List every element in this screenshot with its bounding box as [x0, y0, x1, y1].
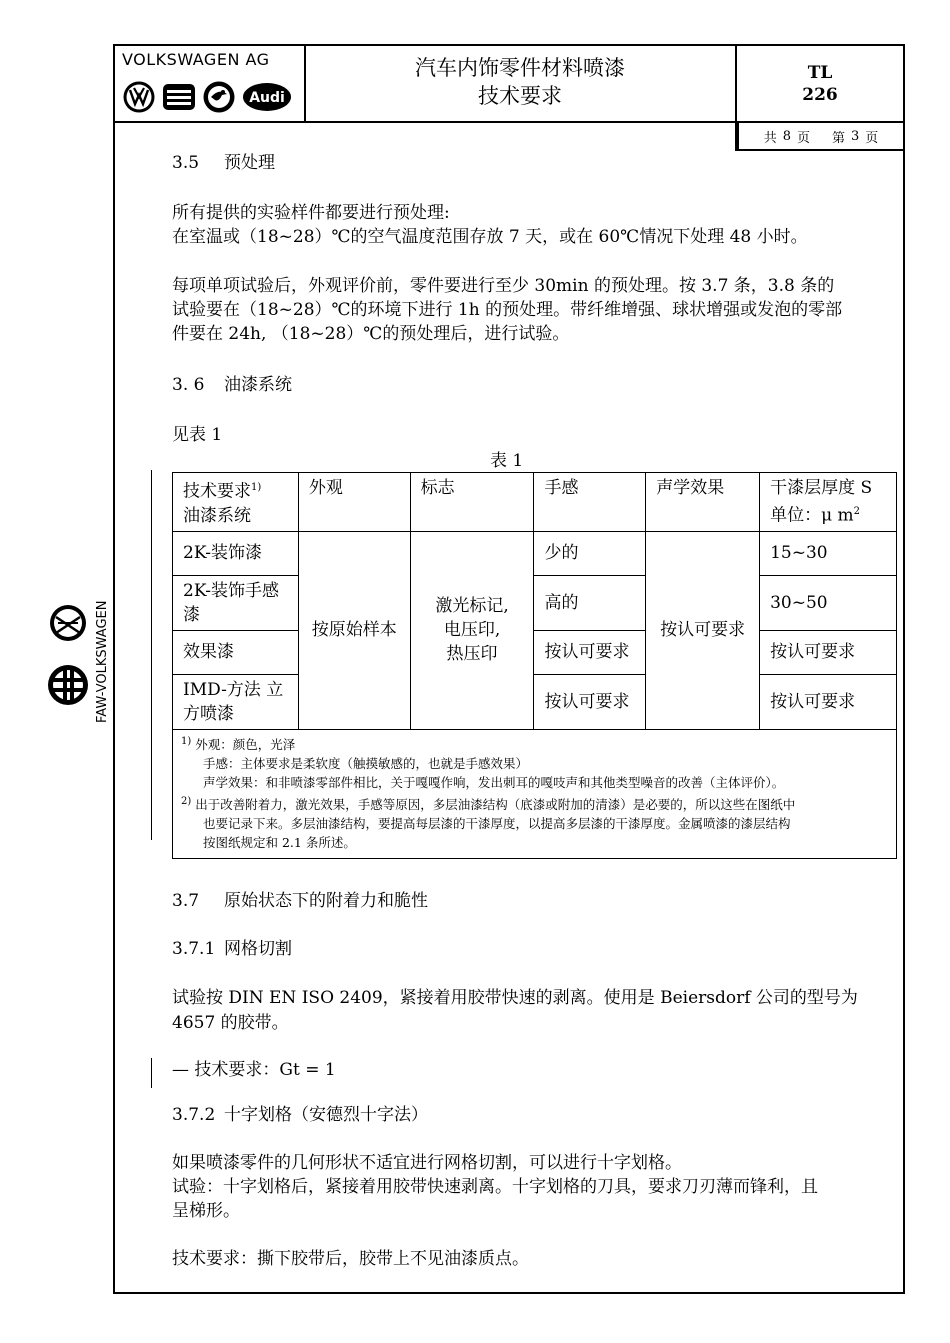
- doc-number: 226: [802, 85, 838, 105]
- footnote-marker: 2): [181, 795, 192, 807]
- marking-cell: [410, 531, 534, 729]
- note-line: 外观：颜色，光泽: [195, 736, 296, 752]
- feel-cell: 少的: [534, 531, 646, 575]
- paragraph-line: 所有提供的实验样件都要进行预处理:: [172, 203, 450, 223]
- feel-cell: 按认可要求: [534, 630, 646, 674]
- table-notes-row: [173, 729, 897, 858]
- table-header-row: [173, 473, 897, 532]
- section-number: 3. 6: [172, 375, 205, 395]
- appearance-cell: 按原始样本: [298, 531, 410, 729]
- header-text: 单位：μ m: [770, 505, 854, 526]
- seat-logo-icon: [162, 82, 196, 112]
- header-text: 技术要求: [183, 481, 251, 502]
- page-total-suffix: 页: [796, 130, 810, 146]
- section-number: 3.7: [172, 891, 200, 911]
- section-3-7-heading: [172, 888, 428, 914]
- revision-bar: [151, 1058, 152, 1088]
- acoustic-cell: 按认可要求: [646, 531, 760, 729]
- feel-cell: 按认可要求: [534, 674, 646, 729]
- paragraph-line: 试验按 DIN EN ISO 2409，紧接着用胶带快速的剥离。使用是 Beiersdorf 公司的型号为: [172, 988, 858, 1008]
- table-reference: 见表 1: [172, 425, 223, 445]
- feel-cell: 高的: [534, 575, 646, 630]
- thickness-cell: 30~50: [760, 575, 897, 630]
- header-cell: 声学效果: [646, 473, 760, 532]
- header-cell: 手感: [534, 473, 646, 532]
- header-text: 油漆系统: [183, 505, 251, 526]
- note-line: 声学效果：和非喷漆零部件相比，关于嘎嘎作响，发出刺耳的嘎吱声和其他类型噪音的改善（主体评价）。: [203, 774, 785, 790]
- thickness-cell: 按认可要求: [760, 630, 897, 674]
- thickness-cell: 15~30: [760, 531, 897, 575]
- header-text: 干漆层厚度 S: [770, 478, 873, 498]
- system-text: 2K-装饰手感漆: [183, 580, 280, 625]
- header-cell: 外观: [298, 473, 410, 532]
- note-line: 按图纸规定和 2.1 条所述。: [203, 834, 356, 850]
- section-title: 油漆系统: [224, 375, 292, 395]
- header-cell: [760, 473, 897, 532]
- page-total-prefix: 共: [763, 130, 777, 146]
- section-3-6-heading: [172, 372, 292, 398]
- page-current-prefix: 第: [832, 130, 846, 146]
- section-title: 原始状态下的附着力和脆性: [224, 891, 428, 911]
- section-title: 预处理: [224, 153, 275, 173]
- title-line-1: 汽车内饰零件材料喷漆: [415, 56, 625, 80]
- audi-logo-icon: [242, 82, 292, 112]
- table-caption: 表 1: [490, 451, 524, 471]
- paragraph-line: 在室温或（18~28）℃的空气温度范围存放 7 天，或在 60℃情况下处理 48 小时。: [172, 227, 808, 247]
- revision-bar: [151, 470, 152, 840]
- page-indicator: [737, 123, 905, 151]
- svg-text:Audi: Audi: [249, 90, 285, 106]
- brand-logos: [122, 80, 292, 114]
- section-number: 3.7.1: [172, 939, 216, 959]
- paragraph-line: 试验：十字划格后，紧接着用胶带快速剥离。十字划格的刀具，要求刀刃薄而锋利，且: [172, 1177, 818, 1197]
- paragraph-line: 件要在 24h, （18~28）℃的预处理后，进行试验。: [172, 324, 570, 344]
- marking-text: 激光标记,: [435, 596, 509, 617]
- note-line: 也要记录下来。多层油漆结构，要提高每层漆的干漆厚度，以提高多层漆的干漆厚度。金属喷漆的漆层结构: [203, 815, 791, 831]
- page-total: 8: [782, 128, 791, 144]
- document-title: [305, 54, 735, 110]
- thickness-cell: 按认可要求: [760, 674, 897, 729]
- marking-text: 电压印,: [443, 620, 501, 641]
- title-line-2: 技术要求: [478, 84, 562, 108]
- section-3-7-1-heading: [172, 936, 292, 962]
- marking-text: 热压印: [446, 644, 498, 665]
- page-current: 3: [851, 128, 860, 144]
- table-row: [173, 674, 897, 729]
- section-number: 3.7.2: [172, 1105, 216, 1125]
- paragraph-line: 试验要在（18~28）℃的环境下进行 1h 的预处理。带纤维增强、球状增强或发泡的零部: [172, 300, 843, 320]
- system-cell: IMD-方法 立方喷漆: [173, 674, 299, 729]
- table-row: [173, 630, 897, 674]
- system-cell: 效果漆: [173, 630, 299, 674]
- system-cell: 2K-装饰漆: [173, 531, 299, 575]
- note-line: 出于改善附着力，激光效果，手感等原因，多层油漆结构（底漆或附加的清漆）是必要的，所以这些在图纸中: [195, 796, 796, 812]
- section-3-7-2-heading: [172, 1102, 428, 1128]
- paragraph-line: 每项单项试验后，外观评价前，零件要进行至少 30min 的预处理。按 3.7 条，3.8 条的: [172, 276, 835, 296]
- footnote-marker: 1): [251, 482, 262, 493]
- paragraph-line: 如果喷漆零件的几何形状不适宜进行网格切割，可以进行十字划格。: [172, 1153, 682, 1173]
- paint-system-table: [172, 472, 897, 859]
- section-title: 网格切割: [224, 939, 292, 959]
- company-name: VOLKSWAGEN AG: [122, 50, 270, 69]
- unit-superscript: 2: [853, 506, 861, 517]
- table-notes: [173, 729, 897, 858]
- section-title: 十字划格（安德烈十字法）: [224, 1105, 428, 1125]
- header-cell: [173, 473, 299, 532]
- faw-volkswagen-logo-icon: [48, 595, 138, 735]
- skoda-logo-icon: [202, 80, 236, 114]
- header-cell: 标志: [410, 473, 534, 532]
- table-row: [173, 531, 897, 575]
- section-number: 3.5: [172, 153, 200, 173]
- doc-code: TL: [807, 63, 833, 83]
- paragraph-line: 4657 的胶带。: [172, 1013, 289, 1033]
- document-code: [737, 62, 903, 106]
- volkswagen-logo-icon: [122, 80, 156, 114]
- faw-volkswagen-text: FAW-VOLKSWAGEN: [95, 600, 110, 723]
- table-row: [173, 575, 897, 630]
- note-line: 手感：主体要求是柔软度（触摸敏感的，也就是手感效果）: [203, 755, 529, 771]
- footnote-marker: 1): [181, 735, 192, 747]
- page-current-suffix: 页: [865, 130, 879, 146]
- faw-volkswagen-logo: [48, 595, 138, 735]
- requirement-line: — 技术要求：Gt = 1: [172, 1060, 336, 1080]
- section-3-5-heading: [172, 150, 275, 176]
- paragraph-line: 呈梯形。: [172, 1201, 240, 1221]
- system-cell: [173, 575, 299, 630]
- requirement-line: 技术要求：撕下胶带后，胶带上不见油漆质点。: [172, 1249, 529, 1269]
